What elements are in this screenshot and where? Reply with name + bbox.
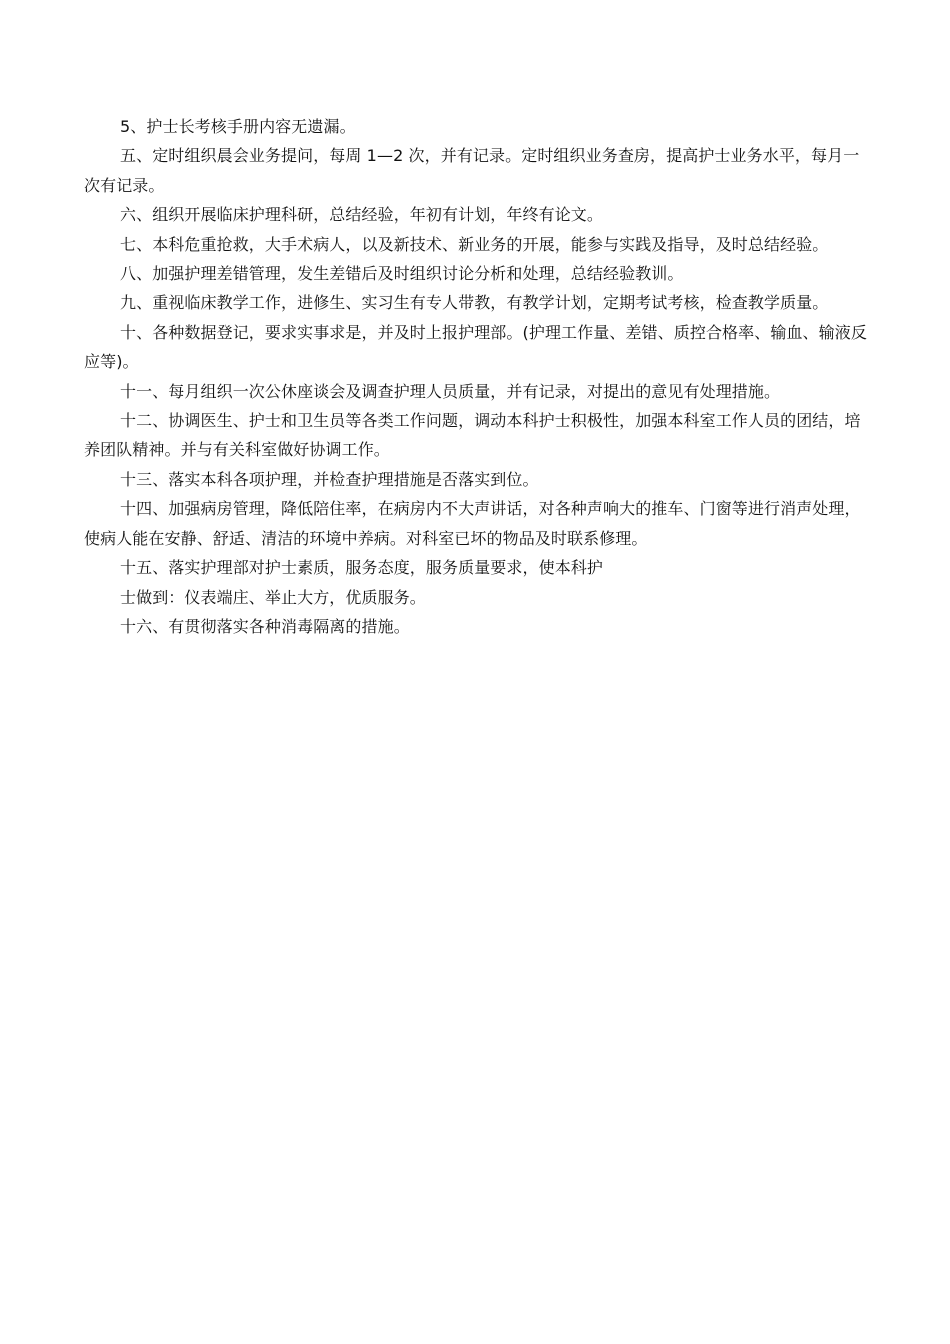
paragraph-monthly-forum: 十一、每月组织一次公休座谈会及调查护理人员质量，并有记录，对提出的意见有处理措施。 xyxy=(120,381,781,401)
paragraph-coordination: 十二、协调医生、护士和卫生员等各类工作问题，调动本科护士积极性，加强本科室工作人员的团结，培养团队精神。并与有关科室做好协调工作。 xyxy=(84,411,861,460)
paragraph-research: 六、组织开展临床护理科研，总结经验，年初有计划，年终有论文。 xyxy=(120,205,604,225)
paragraph-nurse-quality: 十五、落实护理部对护士素质，服务态度，服务质量要求，使本科护 xyxy=(120,558,604,578)
paragraph-morning-meeting: 五、定时组织晨会业务提问，每周 1—2 次，并有记录。定时组织业务查房，提高护士业务水平，每月一次有记录。 xyxy=(84,146,860,195)
paragraph-disinfection: 十六、有贯彻落实各种消毒隔离的措施。 xyxy=(120,616,410,636)
paragraph-data-registration: 十、各种数据登记，要求实事求是，并及时上报护理部。(护理工作量、差错、质控合格率、输血、输液反应等)。 xyxy=(84,322,867,372)
document-page xyxy=(84,112,870,641)
paragraph-nurse-quality-continued: 士做到：仪表端庄、举止大方，优质服务。 xyxy=(120,587,426,607)
paragraph-critical-rescue: 七、本科危重抢救，大手术病人，以及新技术、新业务的开展，能参与实践及指导，及时总结经验。 xyxy=(120,234,829,254)
paragraph-ward-management: 十四、加强病房管理，降低陪住率，在病房内不大声讲话，对各种声响大的推车、门窗等进行消声处理，使病人能在安静、舒适、清洁的环境中养病。对科室已坏的物品及时联系修理。 xyxy=(84,499,861,548)
paragraph-clinical-teaching: 九、重视临床教学工作，进修生、实习生有专人带教，有教学计划，定期考试考核，检查教学质量。 xyxy=(120,293,829,313)
paragraph-error-management: 八、加强护理差错管理，发生差错后及时组织讨论分析和处理，总结经验教训。 xyxy=(120,264,684,284)
paragraph-item-5: 5、护士长考核手册内容无遗漏。 xyxy=(120,117,356,136)
paragraph-nursing-implementation: 十三、落实本科各项护理，并检查护理措施是否落实到位。 xyxy=(120,469,539,489)
